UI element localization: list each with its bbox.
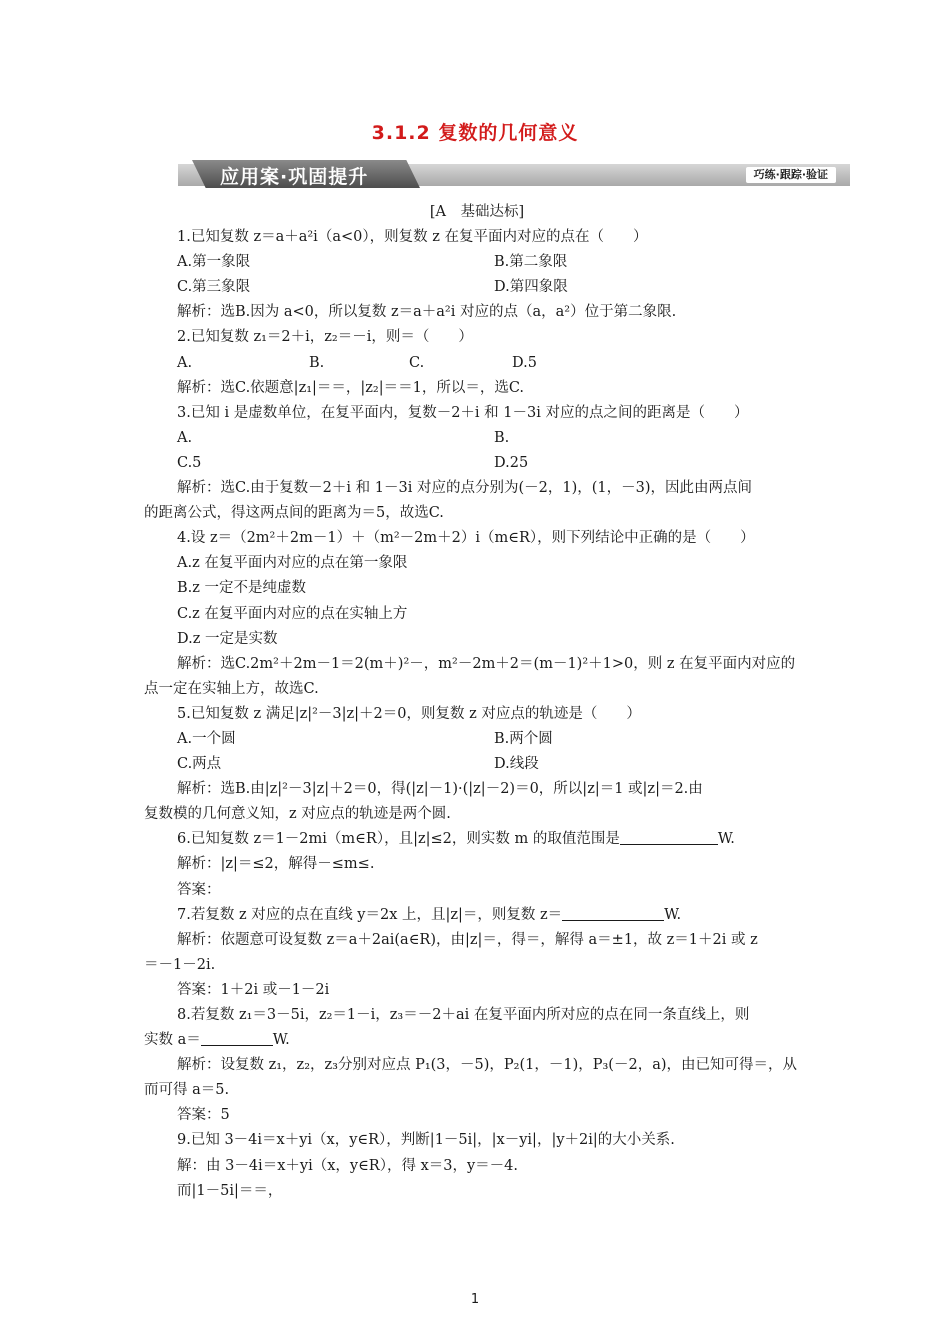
question-9: 9.已知 3－4i＝x＋yi（x，y∈R），判断|1－5i|，|x－yi|，|y＋2i|的大小关系. [177,1132,675,1149]
option-d: D.5 [512,354,537,371]
options-row [144,250,810,275]
options-row [144,426,810,451]
banner-right-label: 巧练·跟踪·验证 [746,167,836,183]
option-c: C.5 [177,454,202,471]
options-row [144,351,810,376]
solution-2: 解析：选C.依题意|z₁|＝＝，|z₂|＝＝1，所以＝，选C. [177,379,525,396]
solution-7: 解析：依题意可设复数 z＝a＋2ai(a∈R)，由|z|＝，得＝，解得 a＝±1，故 z＝1＋2i 或 z [177,931,758,948]
question-8: 8.若复数 z₁＝3－5i，z₂＝1－i，z₃＝－2＋ai 在复平面内所对应的点在同一条直线上，则 [177,1007,750,1023]
answer-7: 答案：1＋2i 或－1－2i [177,981,330,998]
option-a: A. [177,354,193,371]
question-8-end: W. [272,1032,290,1049]
options-row [144,275,810,300]
question-8-text: 实数 a＝ [144,1032,201,1049]
solution-4: 解析：选C.2m²＋2m－1＝2(m＋)²－，m²－2m＋2＝(m－1)²＋1>0，则 z 在复平面内对应的 [177,655,796,672]
option-c: C.两点 [177,756,222,773]
section-banner [178,160,850,188]
question-8-cont [144,1028,810,1053]
solution-4-cont: 点一定在实轴上方，故选C. [144,680,319,697]
option-b: B.z 一定不是纯虚数 [177,580,307,597]
solution-1: 解析：选B.因为 a<0，所以复数 z＝a＋a²i 对应的点（a，a²）位于第二象限. [177,304,677,321]
option-a: A.第一象限 [177,254,251,271]
question-2: 2.已知复数 z₁＝2＋i，z₂＝－i，则＝（ ） [177,329,473,346]
option-a: A. [177,429,193,446]
option-c: C.z 在复平面内对应的点在实轴上方 [177,605,408,622]
question-6-text: 6.已知复数 z＝1－2mi（m∈R），且|z|≤2，则实数 m 的取值范围是 [177,831,620,848]
question-7 [144,903,810,928]
option-a: A.z 在复平面内对应的点在第一象限 [177,555,408,572]
page-title: 3.1.2 复数的几何意义 [371,122,579,144]
option-d: D.第四象限 [494,279,568,296]
option-b: B. [309,354,325,371]
option-a: A.一个圆 [177,730,236,747]
option-d: D.z 一定是实数 [177,630,278,647]
question-5: 5.已知复数 z 满足|z|²－3|z|＋2＝0，则复数 z 对应点的轨迹是（ ） [177,705,641,722]
question-6 [144,827,810,852]
banner-left-text: 应用案·巩固提升 [220,166,369,188]
solution-3-cont: 的距离公式，得这两点间的距离为＝5，故选C. [144,505,444,522]
option-b: B.两个圆 [494,730,553,747]
answer-blank [620,828,718,845]
answer-blank [201,1029,273,1046]
question-4: 4.设 z＝（2m²＋2m－1）＋（m²－2m＋2）i（m∈R），则下列结论中正确的是（ ） [177,530,755,547]
solution-9-cont: 而|1－5i|＝＝， [177,1182,283,1199]
solution-8: 解析：设复数 z₁，z₂，z₃分别对应点 P₁(3，－5)，P₂(1，－1)，P₃(－2，a)，由已知可得＝，从 [177,1057,797,1074]
exercise-content [144,200,810,1204]
option-c: C. [409,354,425,371]
option-d: D.线段 [494,756,539,773]
option-c: C.第三象限 [177,279,251,296]
solution-5-cont: 复数模的几何意义知，z 对应点的轨迹是两个圆. [144,806,451,823]
option-b: B. [494,429,510,446]
solution-3: 解析：选C.由于复数－2＋i 和 1－3i 对应的点分别为(－2，1)，(1，－3)，因此由两点间 [177,480,752,497]
question-1: 1.已知复数 z＝a＋a²i（a<0），则复数 z 在复平面内对应的点在（ ） [177,229,648,246]
solution-9: 解：由 3－4i＝x＋yi（x，y∈R），得 x＝3，y＝－4. [177,1157,519,1174]
options-row [144,727,810,752]
answer-blank [562,904,664,921]
answer-8: 答案：5 [177,1107,230,1124]
solution-7-cont: ＝－1－2i. [144,956,216,973]
question-7-end: W. [664,906,682,923]
page-number: 1 [470,1292,480,1307]
solution-5: 解析：选B.由|z|²－3|z|＋2＝0，得(|z|－1)·(|z|－2)＝0，所以|z|＝1 或|z|＝2.由 [177,781,703,798]
answer-6: 答案： [177,881,221,898]
section-heading: [A 基础达标] [429,204,525,220]
options-row [144,752,810,777]
solution-8-cont: 而可得 a＝5. [144,1082,230,1099]
question-7-text: 7.若复数 z 对应的点在直线 y＝2x 上，且|z|＝，则复数 z＝ [177,906,563,923]
option-d: D.25 [494,454,529,471]
question-3: 3.已知 i 是虚数单位，在复平面内，复数－2＋i 和 1－3i 对应的点之间的距离是（ ） [177,404,749,421]
question-6-end: W. [717,831,735,848]
option-b: B.第二象限 [494,254,568,271]
solution-6: 解析：|z|＝≤2，解得－≤m≤. [177,856,375,873]
options-row [144,451,810,476]
